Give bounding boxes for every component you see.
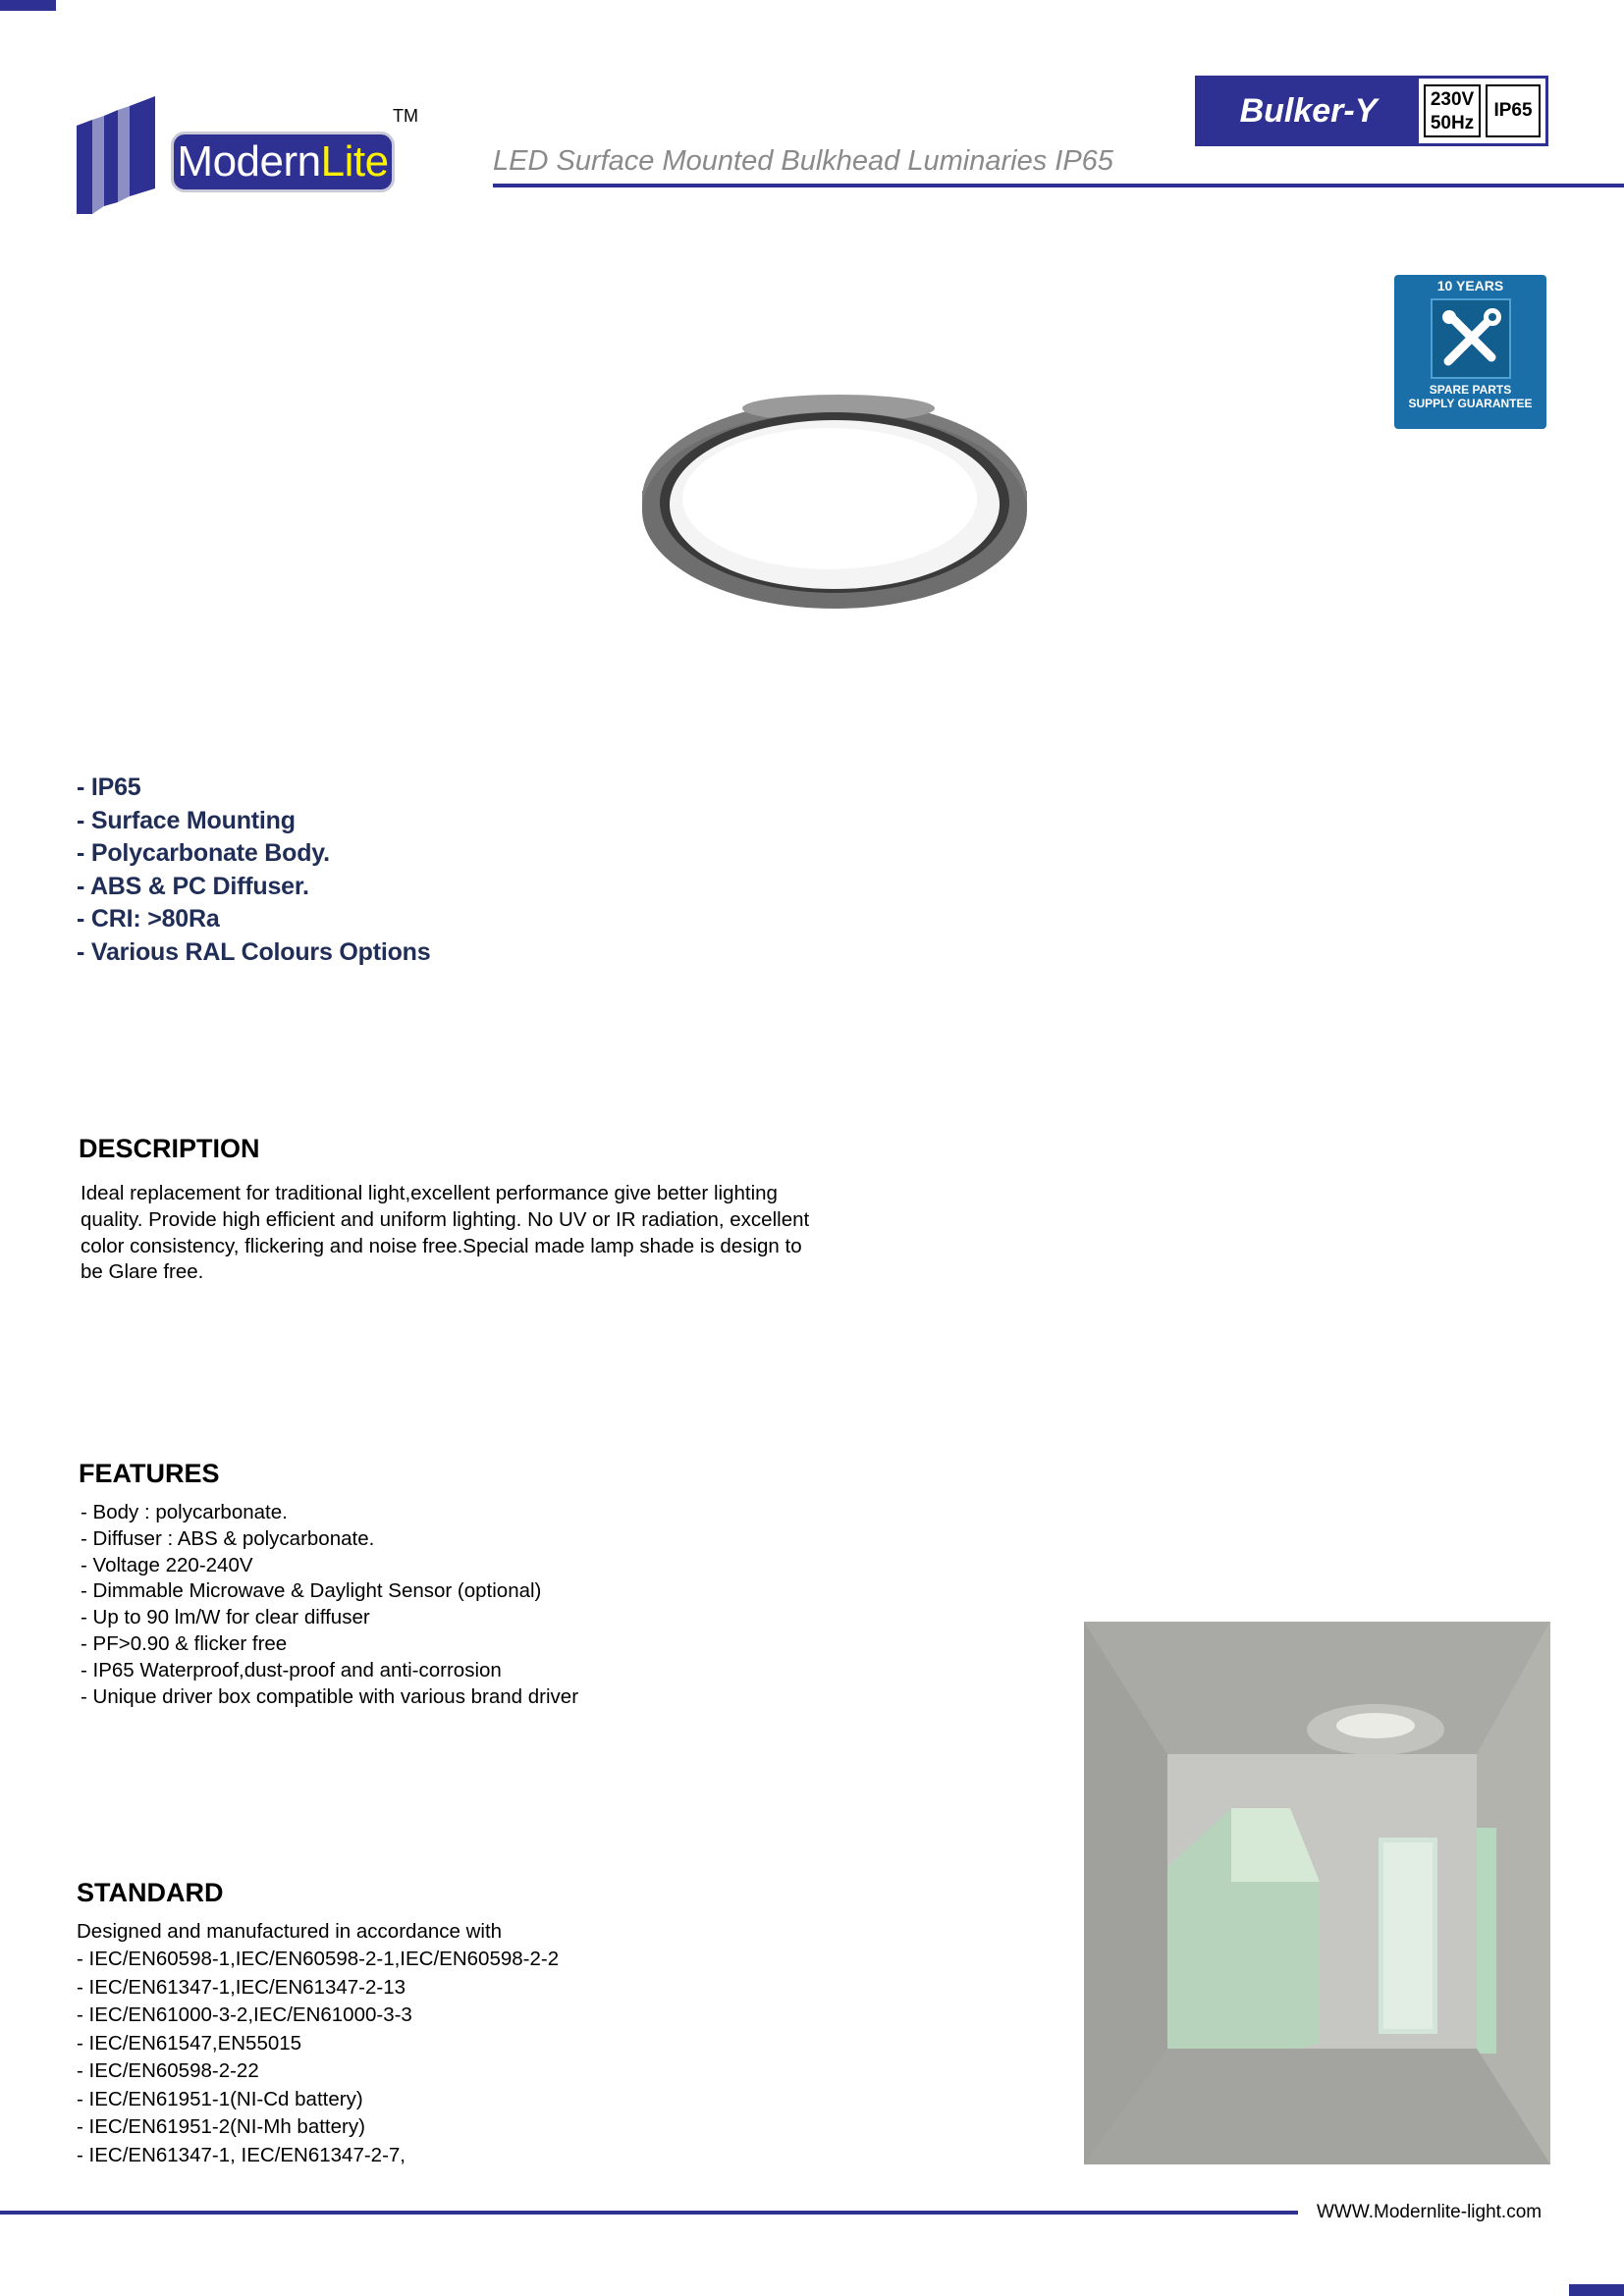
warranty-line-1: SPARE PARTS	[1429, 383, 1512, 397]
ip-rating-badge: IP65	[1486, 84, 1541, 137]
feature-item: - Unique driver box compatible with various brand driver	[81, 1684, 579, 1708]
frequency-value: 50Hz	[1430, 113, 1475, 133]
feature-item: - Body : polycarbonate.	[81, 1501, 288, 1523]
spec-item: - Various RAL Colours Options	[77, 937, 431, 966]
standard-item: - IEC/EN61000-3-2,IEC/EN61000-3-3	[77, 2003, 412, 2026]
standard-item: - IEC/EN61951-2(NI-Mh battery)	[77, 2115, 365, 2138]
standard-item: - IEC/EN60598-2-22	[77, 2059, 259, 2082]
logo-wordmark	[171, 132, 395, 192]
product-header-box	[1195, 76, 1548, 146]
description-line: be Glare free.	[81, 1260, 204, 1284]
logo-word-lite: Lite	[320, 137, 389, 186]
corner-accent-top-left	[0, 0, 56, 11]
spec-item: - ABS & PC Diffuser.	[77, 872, 309, 900]
voltage-value: 230V	[1430, 89, 1475, 110]
features-heading: FEATURES	[79, 1459, 220, 1488]
standard-heading: STANDARD	[77, 1878, 224, 1907]
standard-item: - IEC/EN61347-1, IEC/EN61347-2-7,	[77, 2143, 406, 2166]
spec-item: - Surface Mounting	[77, 806, 296, 834]
feature-item: - Dimmable Microwave & Daylight Sensor (optional)	[81, 1579, 542, 1603]
standard-intro: Designed and manufactured in accordance with	[77, 1920, 503, 1943]
trademark-symbol: TM	[393, 106, 418, 126]
standard-item: - IEC/EN61547,EN55015	[77, 2031, 302, 2055]
website-link[interactable]: WWW.Modernlite-light.com	[1317, 2202, 1543, 2222]
voltage-badge	[1424, 84, 1481, 137]
header-divider	[493, 184, 1624, 187]
feature-item: - PF>0.90 & flicker free	[81, 1631, 288, 1655]
spec-highlights	[77, 772, 430, 969]
warranty-line-2: SUPPLY GUARANTEE	[1408, 397, 1533, 410]
features-list	[81, 1500, 578, 1710]
description-line: quality. Provide high efficient and uniform lighting. No UV or IR radiation, excellent	[81, 1207, 810, 1231]
description-line: Ideal replacement for traditional light,excellent performance give better lighting	[81, 1182, 778, 1204]
standard-item: - IEC/EN61951-1(NI-Cd battery)	[77, 2087, 363, 2110]
footer-divider	[0, 2211, 1298, 2215]
page-subtitle: LED Surface Mounted Bulkhead Luminaries IP65	[493, 145, 1113, 177]
logo-mark-icon	[77, 94, 175, 222]
logo-word-modern: Modern	[177, 137, 321, 186]
feature-item: - Diffuser : ABS & polycarbonate.	[81, 1526, 375, 1550]
spec-item: - Polycarbonate Body.	[77, 839, 330, 867]
tools-icon	[1431, 298, 1511, 379]
spec-item: - CRI: >80Ra	[77, 905, 220, 933]
warranty-years: 10 YEARS	[1436, 278, 1504, 294]
feature-item: - IP65 Waterproof,dust-proof and anti-corrosion	[81, 1658, 502, 1682]
application-photo	[1084, 1622, 1550, 2164]
product-lamp-image	[628, 373, 1041, 638]
feature-item: - Up to 90 lm/W for clear diffuser	[81, 1606, 370, 1629]
corner-accent-bottom-right	[1569, 2284, 1624, 2296]
standard-item: - IEC/EN60598-1,IEC/EN60598-2-1,IEC/EN60598-2-2	[77, 1948, 560, 1970]
description-body	[81, 1181, 895, 1286]
warranty-badge	[1394, 275, 1546, 429]
standards-list	[77, 1946, 559, 2169]
product-name: Bulker-Y	[1198, 79, 1419, 143]
description-heading: DESCRIPTION	[79, 1134, 260, 1163]
feature-item: - Voltage 220-240V	[81, 1553, 253, 1576]
brand-logo	[77, 94, 440, 222]
standard-item: - IEC/EN61347-1,IEC/EN61347-2-13	[77, 1975, 406, 1999]
description-line: color consistency, flickering and noise free.Special made lamp shade is design to	[81, 1234, 802, 1257]
spec-item: - IP65	[77, 774, 141, 801]
